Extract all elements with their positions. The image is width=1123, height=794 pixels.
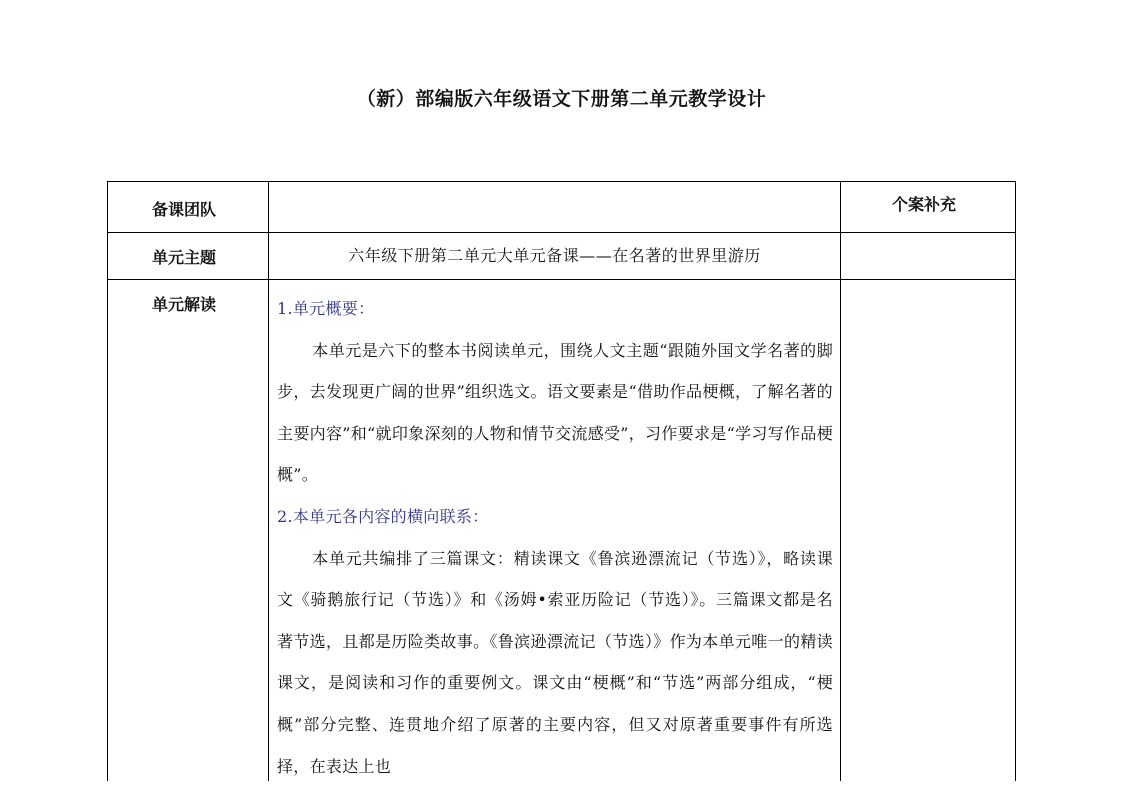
document-title: （新）部编版六年级语文下册第二单元教学设计 [356, 88, 767, 110]
team-label: 备课团队 [152, 200, 217, 219]
table-border-right [1015, 181, 1016, 781]
table-divider-label [268, 181, 269, 781]
supplement-header: 个案补充 [892, 195, 957, 214]
theme-label: 单元主题 [152, 248, 217, 267]
table-divider-supplement [840, 181, 841, 781]
section1-paragraph: 本单元是六下的整本书阅读单元，围绕人文主题“跟随外国文学名著的脚步，去发现更广阔的世界”组织选文。语文要素是“借助作品梗概，了解名著的主要内容”和“就印象深刻的人物和情节交流感受”，习作要求是“学习写作品梗概”。 [277, 340, 833, 485]
table-border-top [107, 181, 1016, 182]
reading-label: 单元解读 [152, 295, 217, 314]
section2-paragraph: 本单元共编排了三篇课文：精读课文《鲁滨逊漂流记（节选）》，略读课文《骑鹅旅行记（节选）》和《汤姆•索亚历险记（节选）》。三篇课文都是名著节选，且都是历险类故事。《鲁滨逊漂流记（节选）》作为本单元唯一的精读课文，是阅读和习作的重要例文。课文由“梗概”和“节选”两部分组成，“梗概”部分完整、连贯地介绍了原著的主要内容，但又对原著重要事件有所选择，在表达上也 [277, 548, 833, 776]
table-border-row2 [107, 279, 1016, 280]
theme-value: 六年级下册第二单元大单元备课——在名著的世界里游历 [348, 246, 761, 265]
table-border-left [107, 181, 108, 781]
table-border-row1 [107, 232, 1016, 233]
reading-content [277, 288, 833, 787]
section2-heading: 2.本单元各内容的横向联系： [277, 506, 489, 526]
section1-heading: 1.单元概要： [277, 299, 375, 318]
